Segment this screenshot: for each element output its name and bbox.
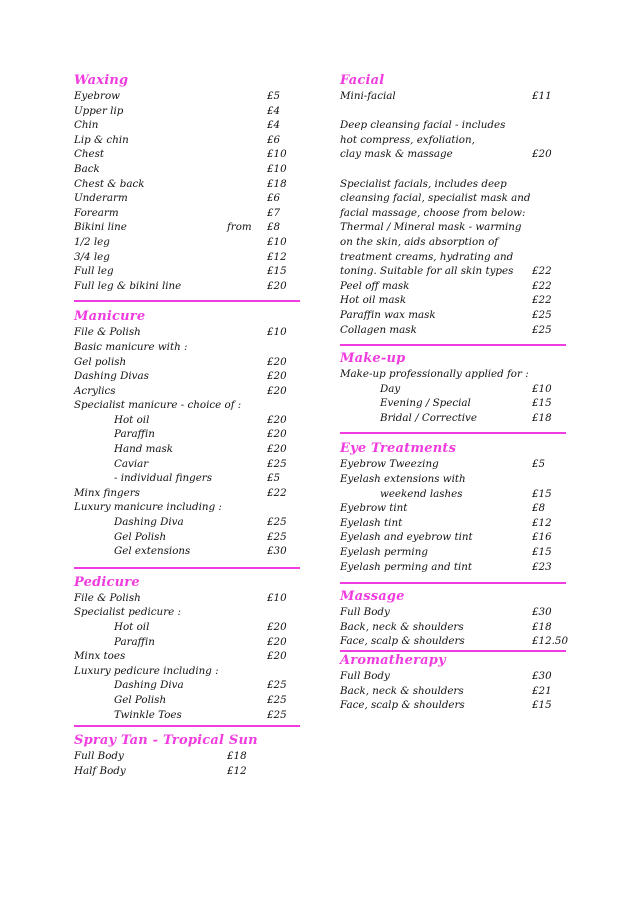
item-name: Half Body: [74, 764, 126, 777]
item-name: Eyebrow Tweezing: [340, 458, 439, 471]
price-row: [340, 698, 566, 713]
price-row: [74, 133, 300, 148]
price-row: [340, 104, 566, 119]
price-row: [340, 634, 569, 649]
item-name: Paraffin: [114, 428, 155, 441]
price-row: [74, 471, 300, 486]
price-row: [74, 427, 300, 442]
price-row: [74, 340, 300, 355]
manicure-section: [74, 308, 300, 559]
item-name: Gel Polish: [114, 530, 167, 543]
price-row: [74, 635, 300, 650]
item-price: £10: [267, 591, 287, 604]
item-name: Eyebrow: [74, 90, 120, 102]
item-name: Specialist pedicure :: [74, 606, 181, 619]
waxing-section: [74, 72, 300, 293]
item-price: £18: [532, 411, 552, 424]
price-row: [74, 708, 300, 723]
item-name: Lip & chin: [74, 133, 129, 146]
item-name: Full leg & bikini line: [74, 279, 182, 292]
item-name: Eyelash perming and tint: [340, 560, 473, 573]
price-row: [340, 206, 566, 221]
item-price: £30: [532, 670, 552, 682]
price-row: [340, 89, 566, 104]
price-row: [74, 664, 300, 679]
price-row: [340, 545, 566, 560]
item-name: Face, scalp & shoulders: [340, 699, 465, 712]
price-row: [74, 500, 300, 515]
price-row: [340, 191, 566, 206]
price-row: [74, 104, 300, 119]
item-name: facial massage, choose from below:: [340, 206, 526, 219]
item-name: hot compress, exfoliation,: [340, 133, 475, 146]
spacer: [340, 337, 566, 344]
item-name: Collagen mask: [340, 323, 417, 336]
item-price: £20: [267, 635, 287, 648]
item-name: Luxury pedicure including :: [74, 664, 219, 677]
item-name: Full Body: [74, 750, 124, 763]
item-price: £22: [267, 486, 287, 499]
item-name: Full leg: [74, 265, 114, 278]
item-name: Make-up professionally applied for :: [340, 368, 529, 381]
item-price: £25: [267, 679, 287, 692]
item-price: £20: [267, 413, 287, 426]
price-row: [340, 472, 566, 487]
item-price: £10: [267, 235, 287, 248]
item-price: £30: [532, 606, 552, 619]
price-row: [74, 649, 300, 664]
price-row: [74, 279, 300, 294]
price-row: [74, 398, 300, 413]
item-price: £20: [267, 428, 287, 441]
aromatherapy-section: [340, 652, 566, 713]
item-price: £11: [532, 90, 552, 102]
item-name: File & Polish: [74, 326, 141, 339]
item-name: weekend lashes: [380, 487, 463, 500]
item-name: Face, scalp & shoulders: [340, 635, 465, 648]
item-price: £18: [267, 177, 287, 190]
item-price: £6: [267, 192, 281, 205]
item-name: Eyelash tint: [340, 516, 403, 529]
facial-section: [340, 72, 566, 337]
item-name: Chest: [74, 148, 105, 161]
item-price: £6: [267, 133, 281, 146]
item-name: Dashing Diva: [114, 516, 184, 529]
spacer: [74, 293, 300, 300]
item-name: Gel polish: [74, 355, 127, 368]
item-name: Day: [380, 382, 401, 395]
item-name: Full Body: [340, 606, 390, 619]
item-name: Hot oil mask: [340, 294, 407, 307]
item-price: £30: [267, 545, 287, 558]
item-price: £20: [267, 279, 287, 292]
spacer: [340, 425, 566, 432]
item-price: £12.50: [532, 635, 569, 648]
eye-treatments-title: Eye Treatments: [340, 441, 457, 457]
price-row: [340, 235, 566, 250]
item-name: Dashing Diva: [114, 679, 184, 692]
price-row: [74, 147, 300, 162]
left-column: [74, 72, 300, 778]
price-row: [74, 693, 300, 708]
item-price: £7: [267, 206, 281, 219]
aromatherapy-title: Aromatherapy: [340, 653, 446, 668]
item-price: £22: [532, 294, 552, 307]
price-row: [340, 396, 566, 411]
item-price: £25: [267, 530, 287, 543]
right-column: [340, 72, 569, 713]
item-name: Peel off mask: [340, 279, 410, 292]
item-price: £15: [532, 487, 552, 500]
item-name: Caviar: [114, 457, 149, 470]
price-row: [340, 118, 566, 133]
spacer: [74, 559, 300, 567]
item-name: Twinkle Toes: [114, 708, 182, 721]
price-row: [340, 323, 566, 338]
item-price: £5: [532, 458, 546, 471]
price-row: [340, 177, 566, 192]
item-name: Luxury manicure including :: [74, 501, 222, 514]
item-price: £20: [267, 384, 287, 397]
item-price: £20: [267, 443, 287, 456]
price-row: [74, 678, 300, 693]
item-name: Upper lip: [74, 104, 124, 117]
item-price: £20: [267, 650, 287, 663]
item-name: Back, neck & shoulders: [340, 684, 464, 697]
item-price: £16: [532, 531, 552, 544]
price-row: [340, 147, 566, 162]
item-price: £20: [267, 621, 287, 633]
item-price: £25: [267, 708, 287, 721]
price-row: [74, 457, 300, 472]
price-row: [340, 457, 566, 472]
item-price: £18: [532, 620, 552, 633]
facial-title: Facial: [340, 73, 385, 88]
makeup-title: Make-up: [340, 351, 406, 367]
price-row: [74, 89, 300, 104]
price-row: [340, 487, 566, 502]
item-name: File & Polish: [74, 591, 141, 604]
price-row: [74, 620, 300, 635]
price-row: [74, 515, 300, 530]
price-row: [74, 764, 300, 779]
item-name: Evening / Special: [380, 397, 471, 410]
from-label: from: [227, 221, 252, 234]
spray-tan-section: [74, 732, 300, 778]
item-price: £15: [532, 699, 552, 712]
price-row: [340, 133, 566, 148]
item-name: Bridal / Corrective: [380, 411, 477, 424]
item-name: Eyelash and eyebrow tint: [340, 531, 473, 544]
price-row: [74, 191, 300, 206]
item-name: toning. Suitable for all skin types: [340, 265, 514, 278]
item-name: Back, neck & shoulders: [340, 620, 464, 633]
item-price: £10: [267, 148, 287, 161]
price-row: [340, 162, 566, 177]
item-name: Chest & back: [74, 177, 145, 190]
price-row: [74, 591, 300, 606]
item-name: Eyebrow tint: [340, 502, 408, 515]
item-name: Minx toes: [74, 650, 126, 663]
item-name: Back: [74, 162, 100, 175]
price-row: [74, 264, 300, 279]
item-price: £5: [267, 472, 281, 485]
price-row: [74, 177, 300, 192]
price-row: [340, 411, 566, 426]
item-name: Eyelash perming: [340, 546, 428, 559]
item-price: £20: [532, 148, 552, 161]
price-row: [340, 516, 566, 531]
item-price: £22: [532, 265, 552, 278]
spray-tan-title: Spray Tan - Tropical Sun: [74, 733, 258, 749]
price-row: [74, 162, 300, 177]
item-name: Full Body: [340, 670, 390, 682]
price-row: [74, 118, 300, 133]
massage-title: Massage: [340, 589, 405, 605]
price-row: [74, 369, 300, 384]
item-price: £25: [267, 693, 287, 706]
item-price: £25: [532, 308, 552, 321]
price-row: [74, 544, 300, 559]
price-row: [74, 384, 300, 399]
spacer: [340, 574, 566, 582]
pedicure-title: Pedicure: [74, 574, 140, 590]
item-name: Basic manicure with :: [74, 340, 188, 353]
price-row: [340, 220, 566, 235]
price-row: [340, 605, 566, 620]
price-row: [340, 501, 566, 516]
price-row: [74, 220, 300, 235]
item-price: £22: [532, 279, 552, 292]
item-price: £10: [267, 162, 287, 175]
item-name: Minx fingers: [74, 486, 140, 499]
price-row: [340, 669, 566, 684]
price-row: [340, 530, 566, 545]
item-name: Hot oil: [114, 413, 150, 426]
massage-section: [340, 588, 569, 649]
item-name: Forearm: [74, 206, 119, 219]
item-price: £10: [532, 382, 552, 395]
item-price: £25: [532, 323, 552, 336]
item-price: £4: [267, 119, 281, 132]
item-price: £23: [532, 560, 552, 573]
price-row: [340, 264, 566, 279]
item-price: £25: [267, 516, 287, 529]
item-price: £12: [267, 250, 287, 263]
item-name: Hot oil: [114, 621, 150, 633]
item-name: Gel Polish: [114, 693, 167, 706]
item-name: Thermal / Mineral mask - warming: [340, 221, 522, 234]
item-price: £12: [227, 764, 247, 777]
item-name: 3/4 leg: [74, 250, 110, 263]
item-price: £15: [532, 546, 552, 559]
item-name: Chin: [74, 119, 99, 132]
item-price: £21: [532, 684, 552, 697]
item-price: £8: [532, 502, 546, 515]
item-name: Paraffin: [114, 635, 155, 648]
manicure-title: Manicure: [74, 309, 146, 325]
item-name: Underarm: [74, 192, 128, 205]
item-price: £18: [227, 750, 247, 763]
item-name: Bikini line: [74, 221, 127, 234]
pedicure-section: [74, 574, 300, 722]
item-name: Specialist facials, includes deep: [340, 177, 507, 190]
item-name: Hand mask: [114, 443, 174, 456]
item-name: clay mask & massage: [340, 148, 453, 161]
price-row: [340, 367, 566, 382]
price-row: [74, 235, 300, 250]
price-row: [340, 620, 566, 635]
item-name: Gel extensions: [114, 545, 191, 558]
item-name: cleansing facial, specialist mask and: [340, 192, 531, 205]
item-name: Specialist manicure - choice of :: [74, 399, 242, 412]
item-name: Paraffin wax mask: [340, 308, 436, 321]
price-row: [74, 250, 300, 265]
item-name: treatment creams, hydrating and: [340, 250, 514, 263]
item-name: - individual fingers: [114, 472, 212, 485]
item-name: on the skin, aids absorption of: [340, 235, 499, 248]
price-row: [340, 279, 566, 294]
waxing-title: Waxing: [74, 73, 129, 88]
price-row: [340, 250, 566, 265]
item-price: £15: [532, 397, 552, 410]
item-name: Mini-facial: [340, 90, 396, 102]
item-name: 1/2 leg: [74, 235, 110, 248]
price-row: [74, 605, 300, 620]
item-price: £4: [267, 104, 281, 117]
item-name: Dashing Divas: [74, 370, 149, 383]
item-price: £12: [532, 516, 552, 529]
price-row: [74, 206, 300, 221]
eye-treatments-section: [340, 440, 566, 574]
price-row: [340, 308, 566, 323]
item-price: £5: [267, 90, 281, 102]
item-price: £8: [267, 221, 281, 234]
price-row: [74, 325, 300, 340]
price-row: [74, 442, 300, 457]
item-price: £20: [267, 355, 287, 368]
item-price: £15: [267, 265, 287, 278]
item-name: Acrylics: [74, 384, 116, 397]
item-price: £10: [267, 326, 287, 339]
price-row: [74, 486, 300, 501]
item-name: Eyelash extensions with: [340, 473, 466, 486]
item-price: £25: [267, 457, 287, 470]
item-name: Deep cleansing facial - includes: [340, 119, 506, 132]
price-row: [74, 530, 300, 545]
price-row: [340, 382, 566, 397]
price-row: [340, 560, 566, 575]
price-row: [340, 293, 566, 308]
item-price: £20: [267, 370, 287, 383]
makeup-section: [340, 350, 566, 425]
price-row: [74, 413, 300, 428]
price-row: [74, 355, 300, 370]
price-row: [74, 749, 300, 764]
price-row: [340, 684, 566, 699]
